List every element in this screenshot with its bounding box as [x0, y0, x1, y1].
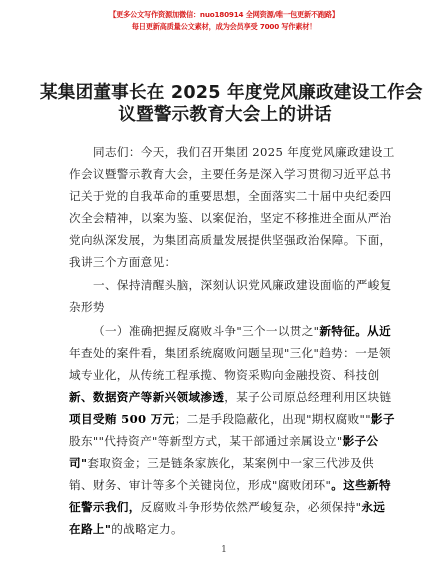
body-text: 的战略定力。 — [111, 522, 183, 536]
body-line — [93, 324, 391, 338]
body-line: 作会议暨警示教育大会，主要任务是深入学习贯彻习近平总书 — [69, 167, 392, 181]
bold-text: 在路上" — [69, 522, 112, 536]
section-heading: 一、保持清醒头脑，深刻认识党风廉政建设面临的严峻复 — [93, 278, 392, 292]
body-line — [69, 412, 395, 426]
page-number: 1 — [221, 545, 227, 555]
body-line: 记关于党的自我革命的重要思想，全面落实二十届中央纪委四 — [69, 189, 392, 203]
bold-text: 新、数据资产等新兴领域渗透 — [69, 390, 225, 404]
body-line: 年查处的案件看，集团系统腐败问题呈现"三化"趋势：一是领 — [69, 346, 391, 360]
bold-text: 影子 — [370, 412, 395, 426]
body-text: 套取资金；三是链条家族化，某案例中一家三代涉及供 — [87, 456, 374, 470]
body-line — [69, 434, 378, 448]
bold-text: 影子公 — [342, 434, 379, 448]
body-text: ；二是手段隐蔽化，出现"期权腐败"" — [174, 412, 371, 426]
bold-text: 司" — [69, 456, 88, 470]
body-line — [69, 522, 183, 536]
bold-text: 项目受贿 500 万元 — [69, 412, 175, 426]
promo-banner-line-2: 每日更新高质量公文素材，成为会员享受 7000 写作素材！ — [131, 22, 317, 31]
bold-text: 永远 — [361, 500, 386, 514]
document-title-line-1: 某集团董事长在 2025 年度党风廉政建设工作会 — [40, 83, 423, 103]
bold-text: 征警示我们， — [69, 500, 141, 514]
body-line: 我讲三个方面意见： — [69, 255, 177, 269]
promo-banner-line-1: 【更多公文写作资源加微信：nuo180914 全网资源/唯一包更新不跑路】 — [109, 10, 339, 19]
document-title-line-2: 议暨警示教育大会上的讲话 — [118, 105, 332, 125]
body-line: 党向纵深发展，为集团高质量发展提供坚强政治保障。下面， — [69, 233, 392, 247]
body-text: 股东""代持资产"等新型方式，某干部通过亲属设立" — [69, 434, 343, 448]
body-line: 次全会精神，以案为鉴、以案促治，坚定不移推进全面从严治 — [69, 211, 392, 225]
body-text: （一）准确把握反腐败斗争"三个一以贯之" — [93, 324, 320, 338]
body-line — [69, 390, 392, 404]
body-text: 反腐败斗争形势依然严峻复杂，必须保持" — [140, 500, 362, 514]
body-line — [69, 500, 385, 514]
section-heading: 杂形势 — [69, 300, 105, 314]
body-line — [69, 456, 374, 470]
body-line: 同志们：今天，我们召开集团 2025 年度党风廉政建设工 — [93, 145, 395, 159]
bold-text: 。这些新特 — [331, 478, 391, 492]
body-text: 销、财务、审计等多个关键岗位，形成"腐败闭环" — [69, 478, 332, 492]
body-text: ，某子公司原总经理利用区块链 — [224, 390, 392, 404]
bold-text: 新特征。从近 — [319, 324, 392, 338]
body-line: 域专业化，从传统工程承揽、物资采购向金融投资、科技创 — [69, 368, 380, 382]
body-line — [69, 478, 391, 492]
